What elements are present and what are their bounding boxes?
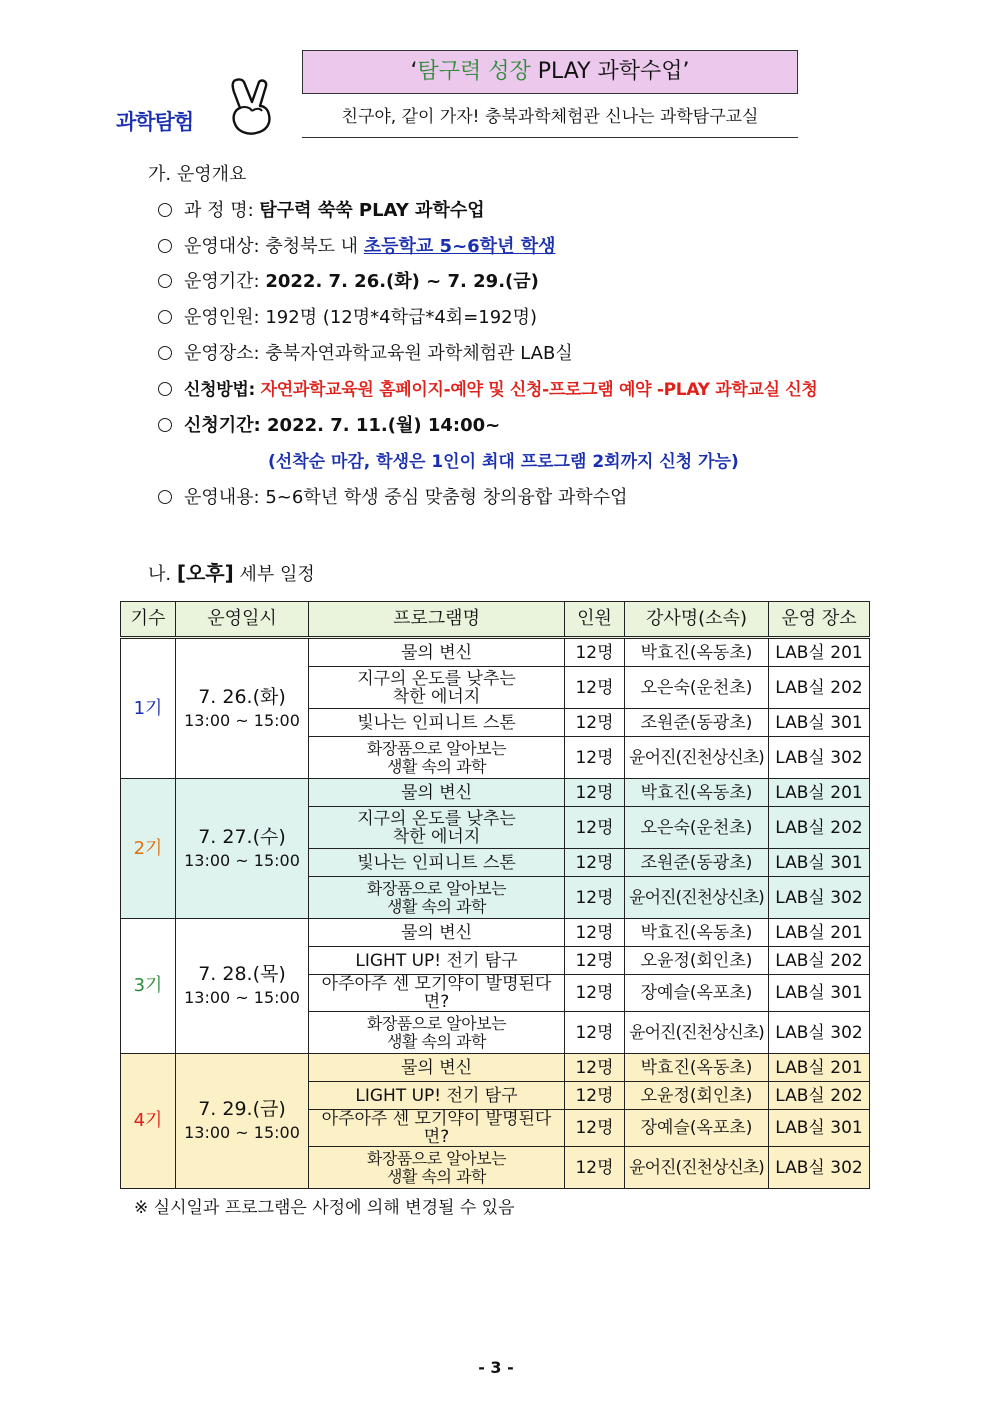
room: LAB실 301 <box>769 975 870 1012</box>
program-name: LIGHT UP! 전기 탐구 <box>309 1082 565 1110</box>
headcount: 12명 <box>565 1012 625 1054</box>
group-date: 7. 28.(목) <box>198 963 286 985</box>
item-label: 과 정 명: <box>184 200 260 221</box>
room: LAB실 302 <box>769 1147 870 1189</box>
heading-rest: 세부 일정 <box>233 564 315 585</box>
circle-bullet-icon <box>158 382 172 396</box>
program-name: 화장품으로 알아보는 생활 속의 과학 <box>309 877 565 919</box>
headcount: 12명 <box>565 975 625 1012</box>
circle-bullet-icon <box>158 239 172 253</box>
item-label: 운영인원: <box>184 307 266 328</box>
headcount: 12명 <box>565 877 625 919</box>
group-number: 2기 <box>121 779 176 919</box>
headcount: 12명 <box>565 807 625 849</box>
teacher-name: 장예슬(옥포초) <box>625 1110 769 1147</box>
program-name: 지구의 온도를 낮추는 착한 에너지 <box>309 667 565 709</box>
headcount: 12명 <box>565 667 625 709</box>
title-open-quote: ‘ <box>410 59 418 84</box>
teacher-name: 윤어진(진천상신초) <box>625 1147 769 1189</box>
overview-item <box>158 411 500 437</box>
program-name: 화장품으로 알아보는 생활 속의 과학 <box>309 737 565 779</box>
group-date: 7. 29.(금) <box>198 1098 286 1120</box>
page-number: - 3 - <box>478 1358 514 1377</box>
headcount: 12명 <box>565 1147 625 1189</box>
program-name: 물의 변신 <box>309 638 565 667</box>
room: LAB실 302 <box>769 877 870 919</box>
table-row <box>121 1054 870 1082</box>
col-header: 프로그램명 <box>309 602 565 638</box>
group-time: 13:00 ~ 15:00 <box>184 988 300 1007</box>
overview-item <box>158 232 556 258</box>
item-value: 자연과학교육원 홈페이지-예약 및 신청-프로그램 예약 -PLAY 과학교실 신청 <box>260 380 818 400</box>
group-number: 4기 <box>121 1054 176 1189</box>
overview-item <box>158 483 628 509</box>
group-datetime <box>176 779 309 919</box>
room: LAB실 201 <box>769 779 870 807</box>
heading-prefix: 나. <box>148 564 177 585</box>
item-value: 충북자연과학교육원 과학체험관 LAB실 <box>265 343 573 364</box>
col-header: 인원 <box>565 602 625 638</box>
item-label: 운영장소: <box>184 343 266 364</box>
group-date: 7. 27.(수) <box>198 825 286 848</box>
item-label: 신청기간: <box>184 415 268 436</box>
page-subtitle: 친구야, 같이 가자! 충북과학체험관 신나는 과학탐구교실 <box>302 96 798 138</box>
item-value: 초등학교 5~6학년 학생 <box>363 236 556 257</box>
group-time: 13:00 ~ 15:00 <box>184 1123 300 1142</box>
table-row <box>121 638 870 667</box>
group-datetime <box>176 638 309 779</box>
group-time: 13:00 ~ 15:00 <box>184 850 300 870</box>
col-header: 강사명(소속) <box>625 602 769 638</box>
headcount: 12명 <box>565 737 625 779</box>
page-title <box>302 50 798 94</box>
teacher-name: 오은숙(운천초) <box>625 807 769 849</box>
room: LAB실 201 <box>769 1054 870 1082</box>
teacher-name: 박효진(옥동초) <box>625 1054 769 1082</box>
overview-item <box>158 267 539 293</box>
item-value: 2022. 7. 26.(화) ~ 7. 29.(금) <box>265 271 539 292</box>
room: LAB실 202 <box>769 1082 870 1110</box>
circle-bullet-icon <box>158 310 172 324</box>
headcount: 12명 <box>565 947 625 975</box>
overview-note <box>268 447 739 472</box>
item-label: 운영기간: <box>184 271 266 292</box>
circle-bullet-icon <box>158 203 172 217</box>
title-green: 탐구력 성장 <box>417 59 531 84</box>
teacher-name: 오윤정(회인초) <box>625 947 769 975</box>
teacher-name: 오윤정(회인초) <box>625 1082 769 1110</box>
heading-bold: [오후] <box>176 561 234 585</box>
item-label: 운영대상: 충청북도 내 <box>184 236 364 257</box>
program-name: 물의 변신 <box>309 779 565 807</box>
title-rest: PLAY 과학수업’ <box>530 59 690 84</box>
circle-bullet-icon <box>158 490 172 504</box>
program-name: 아주아주 센 모기약이 발명된다면? <box>309 975 565 1012</box>
schedule-table <box>120 601 870 1189</box>
group-datetime <box>176 1054 309 1189</box>
headcount: 12명 <box>565 779 625 807</box>
item-value: 탐구력 쑥쑥 PLAY 과학수업 <box>259 200 485 221</box>
room: LAB실 302 <box>769 1012 870 1054</box>
program-name: 물의 변신 <box>309 919 565 947</box>
room: LAB실 202 <box>769 807 870 849</box>
table-row <box>121 919 870 947</box>
item-value: 5~6학년 학생 중심 맞춤형 창의융합 과학수업 <box>265 487 628 508</box>
teacher-name: 장예슬(옥포초) <box>625 975 769 1012</box>
teacher-name: 윤어진(진천상신초) <box>625 877 769 919</box>
headcount: 12명 <box>565 849 625 877</box>
circle-bullet-icon <box>158 346 172 360</box>
overview-item <box>158 303 537 329</box>
footnote: ※ 실시일과 프로그램은 사정에 의해 변경될 수 있음 <box>134 1198 515 1218</box>
headcount: 12명 <box>565 638 625 667</box>
teacher-name: 오은숙(운천초) <box>625 667 769 709</box>
program-name: 지구의 온도를 낮추는 착한 에너지 <box>309 807 565 849</box>
circle-bullet-icon <box>158 418 172 432</box>
headcount: 12명 <box>565 1082 625 1110</box>
item-value: 192명 (12명*4학급*4회=192명) <box>265 307 538 328</box>
col-header: 운영일시 <box>176 602 309 638</box>
program-name: 빛나는 인피니트 스톤 <box>309 709 565 737</box>
room: LAB실 301 <box>769 849 870 877</box>
item-value: (선착순 마감, 학생은 1인이 최대 프로그램 2회까지 신청 가능) <box>268 452 739 472</box>
program-name: 화장품으로 알아보는 생활 속의 과학 <box>309 1012 565 1054</box>
overview-item <box>158 196 485 222</box>
teacher-name: 박효진(옥동초) <box>625 638 769 667</box>
teacher-name: 윤어진(진천상신초) <box>625 737 769 779</box>
teacher-name: 조원준(동광초) <box>625 709 769 737</box>
group-date: 7. 26.(화) <box>198 685 286 708</box>
headcount: 12명 <box>565 1054 625 1082</box>
col-header: 운영 장소 <box>769 602 870 638</box>
group-number: 3기 <box>121 919 176 1054</box>
col-header: 기수 <box>121 602 176 638</box>
schedule-heading <box>148 557 315 586</box>
v-sign-hand-icon <box>226 78 274 136</box>
room: LAB실 302 <box>769 737 870 779</box>
item-value: 2022. 7. 11.(월) 14:00~ <box>267 415 501 436</box>
teacher-name: 윤어진(진천상신초) <box>625 1012 769 1054</box>
teacher-name: 박효진(옥동초) <box>625 779 769 807</box>
program-name: 빛나는 인피니트 스톤 <box>309 849 565 877</box>
room: LAB실 301 <box>769 1110 870 1147</box>
logo-text: 과학탐험 <box>116 110 194 134</box>
teacher-name: 조원준(동광초) <box>625 849 769 877</box>
room: LAB실 301 <box>769 709 870 737</box>
group-datetime <box>176 919 309 1054</box>
headcount: 12명 <box>565 709 625 737</box>
room: LAB실 202 <box>769 667 870 709</box>
table-header-row <box>121 602 870 638</box>
overview-heading: 가. 운영개요 <box>148 164 247 185</box>
headcount: 12명 <box>565 919 625 947</box>
teacher-name: 박효진(옥동초) <box>625 919 769 947</box>
group-time: 13:00 ~ 15:00 <box>184 710 300 730</box>
room: LAB실 201 <box>769 919 870 947</box>
room: LAB실 202 <box>769 947 870 975</box>
program-name: 물의 변신 <box>309 1054 565 1082</box>
item-label: 신청방법: <box>184 380 261 400</box>
overview-item <box>158 339 573 365</box>
headcount: 12명 <box>565 1110 625 1147</box>
table-row <box>121 779 870 807</box>
program-name: 아주아주 센 모기약이 발명된다면? <box>309 1110 565 1147</box>
circle-bullet-icon <box>158 274 172 288</box>
overview-item <box>158 375 818 400</box>
program-name: 화장품으로 알아보는 생활 속의 과학 <box>309 1147 565 1189</box>
room: LAB실 201 <box>769 638 870 667</box>
group-number: 1기 <box>121 638 176 779</box>
item-label: 운영내용: <box>184 487 266 508</box>
program-name: LIGHT UP! 전기 탐구 <box>309 947 565 975</box>
